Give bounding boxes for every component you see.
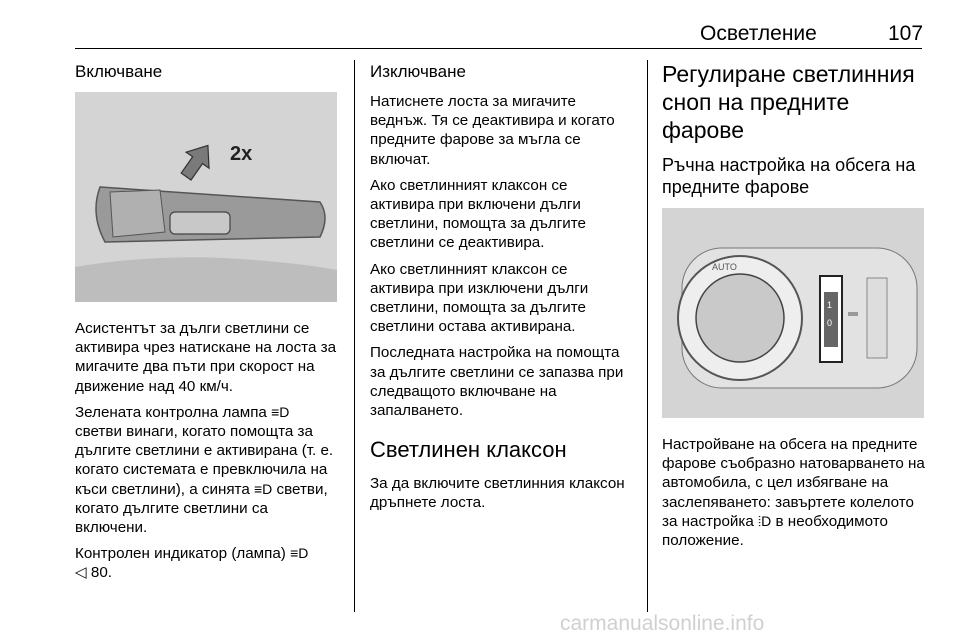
page-reference-icon[interactable]: ◁ (75, 564, 91, 582)
heading-disable: Изключване (370, 62, 466, 81)
paragraph-disable-2: Ако светлинният клаксон се активира при включени дълги светлини, помощта за дългите светлини се деактивира. (370, 176, 586, 252)
paragraph-indicator: Контролен индикатор (лампа) ≡D ◁ 80. (75, 545, 309, 582)
indicator-lamp-icon: ≡D (290, 545, 309, 562)
header-divider (75, 48, 922, 49)
paragraph-disable-1: Натиснете лоста за мигачите веднъж. Тя се деактивира и когато предните фарове за мъгла се включат. (370, 93, 615, 168)
column-1 (75, 60, 340, 590)
wheel-label-1: 1 (827, 300, 833, 310)
column-2 (370, 60, 635, 520)
column-divider-1 (354, 60, 355, 612)
column-divider-2 (647, 60, 648, 612)
high-beam-icon: ≡D (254, 480, 273, 497)
paragraph-green-lamp: Зелената контролна лампа ≡D светви винаги, когато помощта за дългите светлини е активирана (т. е. когато системата е превключила на къси светлини), а синята ≡D светви, когато дългите светлини са включени. (75, 403, 334, 537)
heading-enable: Включване (75, 62, 163, 81)
paragraph-disable-4: Последната настройка на помощта за дългите светлини се запазва при следващото включване на запалването. (370, 344, 624, 420)
paragraph-headlight-flash: За да включите светлинния клаксон дръпнете лоста. (370, 475, 625, 512)
two-times-label: 2x (230, 143, 253, 165)
watermark: carmanualsonline.info (560, 612, 765, 635)
page-header-title: Осветление (700, 22, 817, 45)
paragraph-activation: Асистентът за дълги светлини се активира чрез натискане на лоста за мигачите два пъти при скорост на движение над 40 км/ч. (75, 320, 337, 395)
column-3 (662, 60, 930, 557)
heading-headlight-range: Регулиране светлинния сноп на предните фарове (662, 61, 915, 143)
page-number: 107 (888, 22, 924, 45)
paragraph-range-adjust: Настройване на обсега на предните фарове съобразно натоварването на автомобила, с цел избягване на заслепяването: завъртете колелото за настройка ⦙D в необходимото положение. (662, 436, 925, 550)
high-beam-assist-icon: ≡D (271, 403, 290, 420)
wheel-label-0: 0 (827, 318, 833, 328)
light-switch-illustration (662, 208, 924, 418)
subheading-manual-range: Ръчна настройка на обсега на предните фарове (662, 155, 916, 197)
lever-illustration (75, 92, 337, 302)
heading-headlight-flash: Светлинен клаксон (370, 437, 567, 463)
paragraph-disable-3: Ако светлинният клаксон се активира при изключени дълги светлини, помощта за дългите светлини остава активирана. (370, 260, 589, 336)
range-wheel-icon: ⦙D (758, 512, 772, 529)
auto-label: AUTO (712, 262, 737, 272)
